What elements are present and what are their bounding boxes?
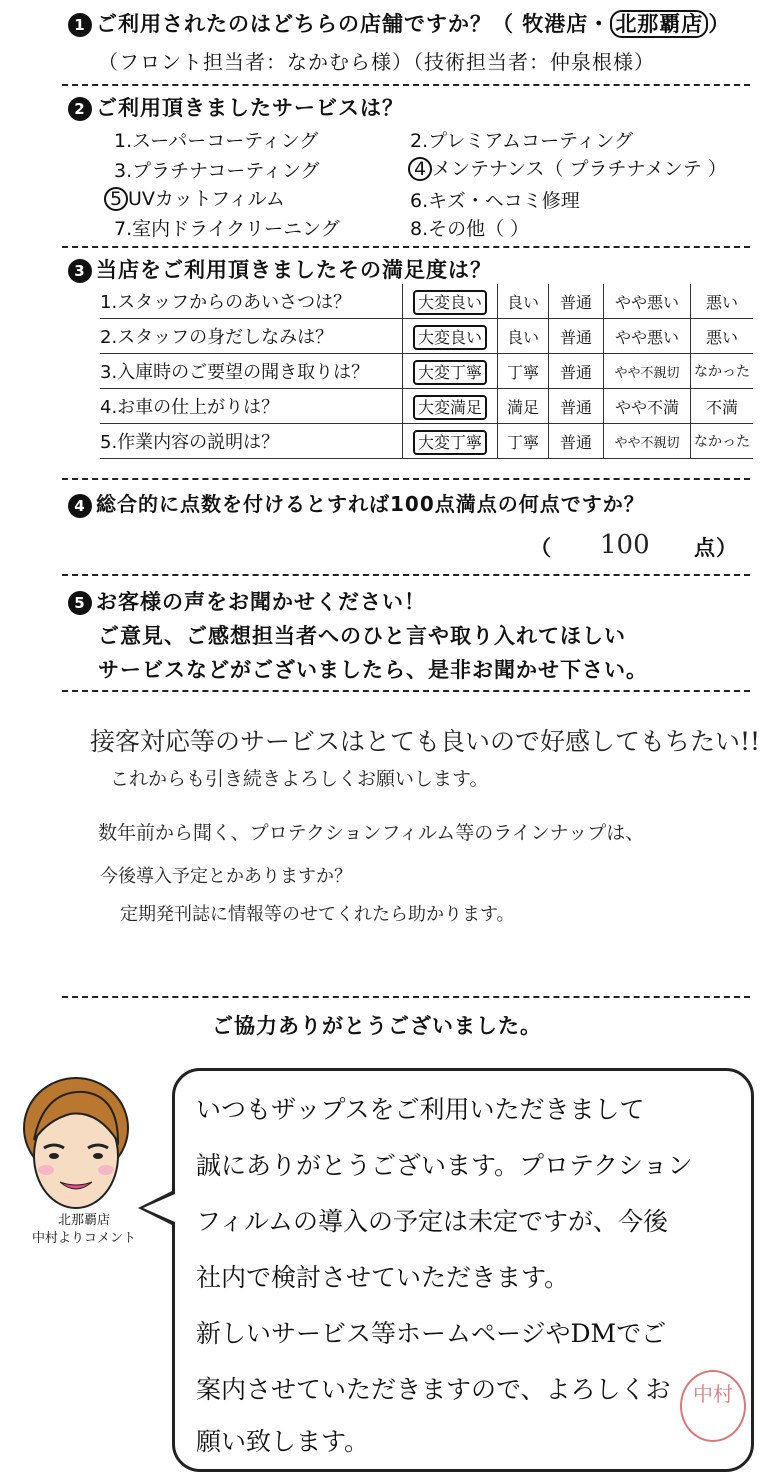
row-label: 5.作業内容の説明は？ [100, 424, 403, 459]
comment-line-4: 今後導入予定とかありますか？ [100, 866, 352, 887]
reply-line-4: 社内で検討させていただきます。 [196, 1263, 570, 1292]
rating-option: 悪い [691, 319, 754, 354]
q1-selected-store: 北那覇店 [610, 10, 708, 38]
rating-option: 丁寧 [498, 354, 549, 389]
selected-rating: 大変良い [413, 290, 487, 315]
staff-caption [24, 1212, 144, 1248]
name-stamp: 中村 [680, 1370, 746, 1442]
comment-line-3: 数年前から聞く、プロテクションフィルム等のラインナップは、 [98, 822, 645, 844]
service-4 [408, 154, 727, 181]
service-6: 6.キズ・ヘコミ修理 [410, 190, 580, 212]
divider-4 [62, 574, 750, 576]
reply-line-1: いつもザップスをご利用いただきまして [196, 1095, 645, 1124]
service-4-label: メンテナンス（ プラチナメンテ ） [432, 158, 727, 180]
q4-question: 総合的に点数を付けるとすれば100点満点の何点ですか？ [96, 492, 645, 516]
rating-option: 悪い [691, 284, 754, 319]
rating-option: 丁寧 [498, 424, 549, 459]
service-5-label: UVカットフィルム [128, 188, 285, 210]
divider-3 [62, 478, 750, 480]
row-label: 1.スタッフからのあいさつは？ [100, 284, 403, 319]
rating-option: 良い [498, 319, 549, 354]
q1-staff-line: （フロント担当者：なかむら様）（技術担当者：仲泉根様） [98, 50, 655, 74]
q5-line2: ご意見、ご感想担当者へのひと言や取り入れてほしい [98, 624, 626, 648]
q1-line [68, 8, 730, 38]
rating-option: 普通 [549, 354, 604, 389]
rating-option: やや不満 [604, 389, 691, 424]
q4-line [68, 488, 645, 518]
q5-question: お客様の声をお聞かせください！ [96, 590, 426, 614]
q4-unit: 点） [694, 536, 738, 560]
rating-option: やや不親切 [604, 354, 691, 389]
comment-line-2: これからも引き続きよろしくお願いします。 [110, 768, 489, 790]
selected-rating: 大変満足 [413, 395, 487, 420]
rating-option: 普通 [549, 389, 604, 424]
table-row [100, 389, 753, 424]
staff-comment-from: 中村よりコメント [31, 1231, 136, 1246]
reply-line-2: 誠にありがとうございます。プロテクション [196, 1151, 693, 1180]
thanks-text: ご協力ありがとうございました。 [212, 1014, 542, 1038]
comment-line-5: 定期発刊誌に情報等のせてくれたら助かります。 [120, 904, 515, 925]
selected-rating: 大変丁寧 [413, 430, 487, 455]
staff-store: 北那覇店 [57, 1213, 110, 1228]
rating-option: 不満 [691, 389, 754, 424]
row-label: 4.お車の仕上がりは？ [100, 389, 403, 424]
q2-number: 2 [68, 97, 92, 121]
divider-2 [62, 246, 750, 248]
table-row [100, 284, 753, 319]
divider-6 [62, 996, 750, 998]
bubble-tail-inner [143, 1194, 175, 1222]
q3-number: 3 [68, 259, 92, 283]
reply-line-6: 案内させていただきますので、よろしくお [196, 1375, 671, 1404]
service-5 [104, 184, 285, 211]
rating-option: 普通 [549, 424, 604, 459]
table-row [100, 424, 753, 459]
q4-open: （ [530, 536, 552, 560]
rating-option: やや悪い [604, 319, 691, 354]
service-3: 3.プラチナコーティング [114, 160, 320, 182]
q4-number: 4 [68, 494, 92, 518]
row-label: 3.入庫時のご要望の聞き取りは？ [100, 354, 403, 389]
q5-number: 5 [68, 591, 92, 615]
service-1: 1.スーパーコーティング [114, 130, 319, 152]
service-5-circled-number: 5 [104, 187, 128, 211]
q3-question: 当店をご利用頂きましたその満足度は？ [96, 258, 492, 282]
rating-option: なかった [691, 354, 754, 389]
q2-line [68, 92, 404, 122]
rating-option: なかった [691, 424, 754, 459]
q1-number: 1 [68, 13, 92, 37]
service-2: 2.プレミアムコーティング [410, 130, 634, 152]
satisfaction-table [100, 284, 753, 459]
service-7: 7.室内ドライクリーニング [114, 218, 340, 240]
reply-line-3: フィルムの導入の予定は未定ですが、今後 [196, 1207, 669, 1236]
q5-line3: サービスなどがございましたら、是非お聞かせ下さい。 [98, 658, 648, 682]
comment-line-1: 接客対応等のサービスはとても良いので好感してもちたい!! [90, 727, 761, 756]
q5-line [68, 586, 426, 616]
rating-option: やや不親切 [604, 424, 691, 459]
divider-5 [62, 690, 750, 692]
rating-option: 普通 [549, 284, 604, 319]
selected-rating: 大変丁寧 [413, 360, 487, 385]
rating-option: 普通 [549, 319, 604, 354]
table-row [100, 319, 753, 354]
reply-line-7: 願い致します。 [196, 1427, 370, 1456]
rating-option: やや悪い [604, 284, 691, 319]
service-8: 8.その他（ ） [410, 218, 530, 240]
rating-option: 満足 [498, 389, 549, 424]
q2-question: ご利用頂きましたサービスは？ [96, 96, 404, 120]
rating-option: 良い [498, 284, 549, 319]
selected-rating: 大変良い [413, 325, 487, 350]
q4-score: 100 [600, 530, 650, 560]
reply-line-5: 新しいサービス等ホームページやDMでご [196, 1319, 667, 1348]
q1-question: ご利用されたのはどちらの店舗ですか？（ 牧港店・ [96, 12, 611, 36]
divider-1 [62, 84, 750, 86]
q3-line [68, 254, 492, 284]
service-4-circled-number: 4 [408, 157, 432, 181]
table-row [100, 354, 753, 389]
q1-close: ） [708, 12, 731, 36]
row-label: 2.スタッフの身だしなみは？ [100, 319, 403, 354]
